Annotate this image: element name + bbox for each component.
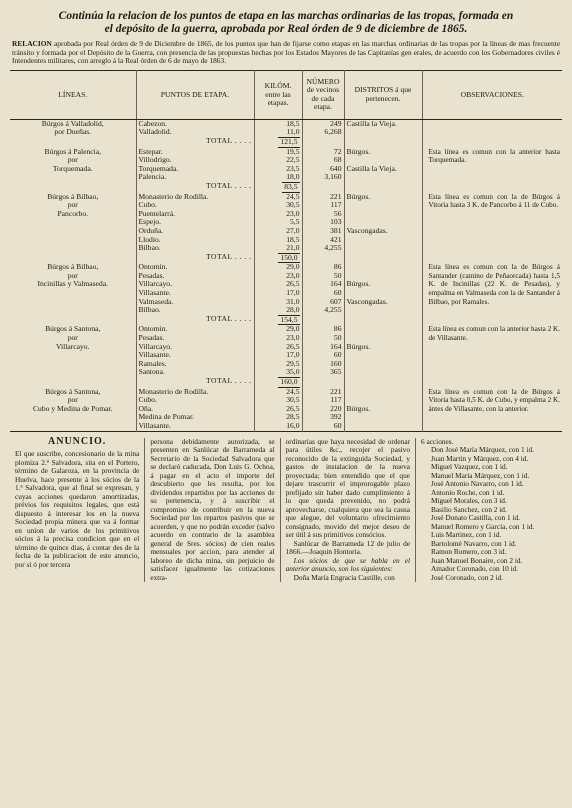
- stage-km: 24,5: [286, 386, 300, 396]
- stage-vecinos-value: 72: [333, 146, 342, 156]
- stage-vecinos-value: 249: [330, 118, 342, 128]
- member-entry: Ramon Romero, con 3 id.: [430, 547, 507, 557]
- stage-vecinos-value: 221: [330, 191, 342, 201]
- stage-vecinos-value: 60: [333, 288, 342, 298]
- stage-km: 22,5: [286, 155, 300, 165]
- stage-km: 26,5: [286, 403, 300, 413]
- district-value: Castilla la Vieja.: [346, 163, 397, 173]
- stage-km: 23,0: [286, 270, 300, 280]
- line-name: [10, 263, 136, 315]
- stage-vecinos-value: 607: [330, 296, 342, 306]
- table-body: [10, 119, 562, 431]
- table-row: [10, 388, 562, 431]
- district-value: Vascongadas.: [346, 225, 388, 235]
- intro-lead: RELACION: [12, 39, 52, 48]
- line-name-part: Torquemada.: [52, 163, 93, 173]
- stage-point: Pesadas.: [138, 270, 165, 280]
- member-entry: Antonio Roche, con 1 id.: [430, 487, 505, 497]
- stage-km: 18,5: [286, 118, 300, 128]
- stage-vecinos-value: 160: [330, 358, 342, 368]
- total-spacer: [10, 137, 136, 148]
- line-name: [10, 325, 136, 377]
- table-row: [10, 325, 562, 377]
- total-value: 121,5: [280, 136, 298, 146]
- stage-points: [136, 388, 254, 431]
- stage-point: Cabezon.: [138, 118, 167, 128]
- header-lineas: LÍNEAS.: [10, 70, 136, 119]
- stage-km: 19,5: [286, 146, 300, 156]
- announcement-column-2: [145, 438, 280, 583]
- line-name-part: Búrgos á Palencia,: [44, 146, 102, 156]
- stage-vecinos-value: 60: [333, 350, 342, 360]
- announcement-text-1: El que suscribe, concesionario de la mina plomiza 2.ª Salvadora, sita en el Portero, término de Galaroza, en la provincia de Huelva, hace presente á los sócios de la 1.ª Salvadora, que al final se expresan, y cuyas acciones quedaron amortizadas, prévios los requisitos legales, que está dispuesto á interesar los en la nueva Sociedad propia minera que va á formar en union de varios de los primitivos sócios á la precisa condicion que en el término de quince dias, á contar des de la fecha de la publicacion de este anuncio, por sí ó por tercera: [15, 449, 140, 569]
- stage-kms: [254, 263, 302, 315]
- stage-km: 27,0: [286, 225, 300, 235]
- stage-point: Espejo.: [138, 217, 162, 227]
- total-spacer: [344, 377, 422, 388]
- district-value: [347, 388, 420, 397]
- stage-km: 17,0: [286, 350, 300, 360]
- stage-vecinos-value: 56: [333, 208, 342, 218]
- member-entry: Luis Martinez, con 1 id.: [430, 530, 502, 540]
- stage-vecinos-value: 117: [330, 395, 342, 405]
- total-row: [10, 182, 562, 193]
- total-spacer: [10, 377, 136, 388]
- line-name: [10, 193, 136, 253]
- title-line-2: el depósito de la guerra, aprobada por Real órden de 9 de diciembre de 1865.: [104, 23, 468, 35]
- table-row: [10, 148, 562, 182]
- district-value: [347, 201, 420, 210]
- member-entry: Amador Coronado, con 10 id.: [430, 564, 519, 574]
- total-label: TOTAL . . . .: [136, 137, 254, 148]
- stage-km: 35,0: [286, 367, 300, 377]
- total-label: TOTAL . . . .: [136, 377, 254, 388]
- announcement-text-3a: ordinarias que haya necesidad de ordenar para útiles &c., recojer el pasivo reconocido de la extinguida Sociedad, y gastos de instalacion de la nueva proyectada; bien entendido que el que dejare trascurrir el improrogable plazo prefijado sin haber dado cumplimiento á lo que queda prevenido, no podrá aprovecharse, cualquiera que sea la causa que alegue, del voluntario ofrecimiento consignado, movido del mejor deseo de ser útil á sus primitivos consócios.: [285, 436, 410, 540]
- line-name-part: Búrgos á Bilbao,: [47, 191, 99, 201]
- stage-km: 26,5: [286, 341, 300, 351]
- stage-point: Bilbao.: [138, 243, 161, 253]
- stage-vecinos: [302, 193, 344, 253]
- stage-point: Estepar.: [138, 146, 163, 156]
- member-entry: Juan Manuel Bonaire, con 2 id.: [430, 555, 523, 565]
- total-spacer: [422, 377, 562, 388]
- stage-point: Ontomin.: [138, 324, 168, 334]
- stage-kms: [254, 325, 302, 377]
- table-row: [10, 193, 562, 253]
- member-entry: Don José María Márquez, con 1 id.: [430, 445, 534, 455]
- member-entry: Manuel María Márquez, con 1 id.: [430, 470, 530, 480]
- stages-table: [10, 70, 562, 432]
- stage-kms: [254, 119, 302, 137]
- stage-vecinos-value: 117: [330, 200, 342, 210]
- district-value: Vascongadas.: [346, 296, 388, 306]
- total-label: TOTAL . . . .: [136, 182, 254, 193]
- member-entry: Miguel Morales, con 3 id.: [430, 496, 507, 506]
- total-label: TOTAL . . . .: [136, 315, 254, 326]
- stage-vecinos-value: 164: [330, 341, 342, 351]
- stage-vecinos-value: 381: [330, 225, 342, 235]
- stage-point: Pesadas.: [138, 333, 165, 343]
- member-entry: José Antonio Navarro, con 1 id.: [430, 479, 524, 489]
- stage-point: Puentelarrá.: [138, 208, 175, 218]
- line-name-part: por: [67, 333, 78, 343]
- stage-vecinos-value: 68: [333, 155, 342, 165]
- total-spacer: [422, 137, 562, 148]
- member-entry: José Coronado, con 2 id.: [430, 572, 504, 582]
- stage-km: 29,0: [286, 262, 300, 272]
- district-value: [347, 210, 420, 219]
- stage-km: 29,0: [286, 324, 300, 334]
- district-value: Búrgos.: [346, 146, 371, 156]
- total-spacer: [302, 377, 344, 388]
- stage-km: 30,5: [286, 395, 300, 405]
- stage-point: Santona.: [138, 367, 165, 377]
- stage-point: Villarcayo.: [138, 341, 172, 351]
- stage-km: 30,5: [286, 200, 300, 210]
- announcement-title: ANUNCIO.: [48, 435, 107, 447]
- stage-km: 21,0: [286, 243, 300, 253]
- district-value: [347, 325, 420, 334]
- stage-vecinos-value: 86: [333, 324, 342, 334]
- stage-point: Monasterio de Rodilla.: [138, 191, 209, 201]
- stage-point: Torquemada.: [138, 163, 179, 173]
- line-name-part: Búrgos á Valladolid,: [41, 118, 104, 128]
- table-header-row: [10, 70, 562, 119]
- stage-point: Cubo.: [138, 200, 157, 210]
- total-label: TOTAL . . . .: [136, 253, 254, 264]
- member-entry: Miguel Vazquez, con 1 id.: [430, 462, 508, 472]
- stage-point: Monasterio de Rodilla.: [138, 386, 209, 396]
- total-spacer: [302, 137, 344, 148]
- member-entry: Basilio Sanchez, con 2 id.: [430, 504, 507, 514]
- line-name-part: Cubo y Medina de Pomar.: [32, 403, 113, 413]
- stage-vecinos-value: 6,268: [324, 127, 342, 137]
- line-name: [10, 119, 136, 137]
- announcement-signature: Sanlúcar de Barrameda 12 de julio de 1866.—Joaquin Hontoria.: [285, 538, 410, 557]
- stage-vecinos-value: 50: [333, 333, 342, 343]
- stage-point: Valladolid.: [138, 127, 172, 137]
- total-row: [10, 137, 562, 148]
- line-name-part: Búrgos á Santona,: [45, 386, 101, 396]
- announcement-text-2: persona debidamente autorizada, se presenten en Sanlúcar de Barrameda al Secretario de la Sociedad Salvadora que se declaró caducada, Don Luis G. Ochoa, á pagar en el acto el importe del descubierto que les resulta, por los dividendos repartidos por las acciones de su pertenencia, y á suscribir el compromiso de contribuir en la nueva Sociedad por los repartos pasivos que se acuerden, y que no podrán exceder (salvo acuerdo en contrario de la asamblea general de Sres. sócios) de cien reales mensuales por accion, para atender al laboreo de dicha mina, sin perjuicio de satisfacer igualmente las cotizaciones extra-: [150, 436, 275, 582]
- stage-points: [136, 119, 254, 137]
- announcement-member-first: Doña María Engracia Castille, con: [293, 572, 395, 582]
- stage-km: 18,0: [286, 172, 300, 182]
- stage-vecinos-value: 421: [330, 234, 342, 244]
- stage-districts: [344, 119, 422, 137]
- total-row: [10, 377, 562, 388]
- total-spacer: [344, 253, 422, 264]
- line-name: [10, 148, 136, 182]
- member-entry: Juan Martin y Márquez, con 4 id.: [430, 453, 529, 463]
- line-name-part: por: [67, 155, 78, 165]
- stage-point: Llodio.: [138, 234, 161, 244]
- district-value: Castilla la Vieja.: [346, 118, 397, 128]
- stage-vecinos-value: 4,255: [324, 305, 342, 315]
- line-name-part: por: [67, 395, 78, 405]
- stage-point: Medina de Pomar.: [138, 412, 194, 422]
- member-entry: Bartolomé Navarro, con 1 id.: [430, 538, 517, 548]
- district-value: Búrgos.: [346, 341, 371, 351]
- observation: Esta línea es comun con la anterior hasta Torquemada.: [428, 147, 560, 165]
- total-spacer: [422, 182, 562, 193]
- header-puntos: PUNTOS DE ETAPA.: [136, 70, 254, 119]
- page-title: [10, 10, 562, 36]
- stage-point: Villasante.: [138, 350, 171, 360]
- stage-districts: [344, 148, 422, 182]
- stage-districts: [344, 388, 422, 431]
- total-value: 154,5: [280, 314, 298, 324]
- stage-km: 29,5: [286, 358, 300, 368]
- announcement-section: [10, 435, 562, 583]
- header-observaciones: OBSERVACIONES.: [422, 70, 562, 119]
- district-value: Búrgos.: [346, 403, 371, 413]
- stage-km: 5,5: [290, 217, 300, 227]
- district-value: [347, 263, 420, 272]
- stage-vecinos: [302, 148, 344, 182]
- total-cell: [254, 182, 302, 193]
- line-name: [10, 388, 136, 431]
- stage-vecinos: [302, 263, 344, 315]
- line-name-part: por: [67, 270, 78, 280]
- stage-districts: [344, 263, 422, 315]
- stage-vecinos-value: 4,255: [324, 243, 342, 253]
- line-name-part: Villarcayo.: [56, 341, 90, 351]
- total-value: 160,0: [280, 377, 298, 386]
- total-spacer: [344, 137, 422, 148]
- stage-km: 28,5: [286, 412, 300, 422]
- total-cell: [254, 137, 302, 148]
- stage-point: Ontomin.: [138, 262, 168, 272]
- stage-point: Villasante.: [138, 288, 171, 298]
- district-value: Búrgos.: [346, 191, 371, 201]
- header-distritos: DISTRITOS á que pertenecen.: [344, 70, 422, 119]
- stage-vecinos-value: 3,160: [324, 172, 342, 182]
- stage-kms: [254, 388, 302, 431]
- total-spacer: [302, 182, 344, 193]
- stage-km: 23,0: [286, 208, 300, 218]
- district-value: Búrgos.: [346, 279, 371, 289]
- stage-point: Villarcayo.: [138, 279, 172, 289]
- stage-km: 24,5: [286, 191, 300, 201]
- stage-km: 28,0: [286, 305, 300, 315]
- stage-vecinos-value: 221: [330, 386, 342, 396]
- stage-points: [136, 263, 254, 315]
- total-spacer: [422, 253, 562, 264]
- observation: Esta línea es comun con la de Búrgos á Vitoria hasta 0,5 K. de Cubo, y empalma 2 K. ántes de Villasante, con la anterior.: [428, 387, 561, 413]
- stage-vecinos: [302, 325, 344, 377]
- stage-km: 23,0: [286, 333, 300, 343]
- stage-point: Palencia.: [138, 172, 167, 182]
- stage-points: [136, 148, 254, 182]
- stage-km: 31,0: [286, 296, 300, 306]
- stage-kms: [254, 148, 302, 182]
- stage-vecinos: [302, 119, 344, 137]
- announcement-column-4: [416, 438, 562, 583]
- line-name-part: por: [67, 200, 78, 210]
- line-name-part: Búrgos á Bilbao,: [47, 262, 99, 272]
- announcement-members-intro: Los sócios de que se habla en el anterior anuncio, son los siguientes:: [285, 555, 410, 574]
- stage-point: Valmaseda.: [138, 296, 174, 306]
- newspaper-page: [10, 8, 562, 792]
- observation: Esta línea es comun con la anterior hasta 2 K. de Villasante.: [428, 325, 560, 343]
- stage-vecinos-value: 103: [330, 217, 342, 227]
- stage-districts: [344, 193, 422, 253]
- observation: Esta línea es comun con la de Búrgos á Santander (camino de Peñaorcada) hasta 1,5 K. de Incinillas (22 K. de Pesadas), y empalma en Valmaseda con la de Santander á Bilbao, por Ramales.: [428, 263, 560, 306]
- stage-vecinos-value: 60: [333, 420, 342, 430]
- member-entry: Manuel Romero y García, con 1 id.: [430, 521, 535, 531]
- stage-points: [136, 325, 254, 377]
- total-cell: [254, 377, 302, 388]
- stage-vecinos-value: 86: [333, 262, 342, 272]
- line-name-part: Pancorbo.: [57, 208, 89, 218]
- stage-km: 26,5: [286, 279, 300, 289]
- title-line-1: Continúa la relacion de los puntos de etapa en las marchas ordinarias de las tropas, formada en: [58, 10, 514, 22]
- stage-point: Villodrigo.: [138, 155, 172, 165]
- total-spacer: [344, 315, 422, 326]
- stage-km: 11,0: [286, 127, 300, 137]
- observation: Esta línea es comun con la de Búrgos á Vitoria hasta 3 K. de Pancorbo á 11 de Cubo.: [428, 192, 560, 210]
- intro-paragraph: [12, 40, 560, 66]
- stage-vecinos-value: 392: [330, 412, 342, 422]
- line-name-part: por Dueñas.: [54, 127, 92, 137]
- total-spacer: [10, 182, 136, 193]
- total-spacer: [344, 182, 422, 193]
- line-name-part: Búrgos á Santona,: [45, 324, 101, 334]
- member-entry: José Donato Castilla, con 1 id.: [430, 513, 520, 523]
- stage-districts: [344, 325, 422, 377]
- table-row: [10, 263, 562, 315]
- stage-point: Oña.: [138, 403, 154, 413]
- stage-vecinos: [302, 388, 344, 431]
- member-entry: 6 acciones.: [420, 436, 454, 446]
- total-spacer: [422, 315, 562, 326]
- stage-km: 17,0: [286, 288, 300, 298]
- stage-point: Bilbao.: [138, 305, 161, 315]
- stage-point: Villasante.: [138, 420, 171, 430]
- observation: [422, 119, 562, 137]
- announcement-column-1: [10, 435, 145, 583]
- stage-km: 18,5: [286, 234, 300, 244]
- header-kilom: KILÓM. entre las etapas.: [254, 70, 302, 119]
- table-row: [10, 119, 562, 137]
- intro-text: aprobada por Real órden de 9 de Diciembre de 1865, de los puntos que han de fijarse como etapas en las marchas ordinarias de las tropas por la líneas de mas frecuente tránsito y formada por el Depósito de la Guerra, con presencia de las propuestas hechas por los Estados Mayores de las Capitanías gen erales, de acuerdo con los Gobernadores civiles é Intendentes militares, con arreglo á la Real órden de 6 de mayo de 1863.: [12, 39, 560, 66]
- stage-vecinos-value: 50: [333, 270, 342, 280]
- stage-km: 16,0: [286, 420, 300, 430]
- header-vecinos: NÚMERO de vecinos de cada etapa.: [302, 70, 344, 119]
- total-value: 150,0: [280, 252, 298, 262]
- stage-point: Cubo.: [138, 395, 157, 405]
- announcement-column-3: [281, 438, 416, 583]
- stage-vecinos-value: 164: [330, 279, 342, 289]
- stage-km: 23,5: [286, 163, 300, 173]
- stage-point: Ramales.: [138, 358, 167, 368]
- stage-points: [136, 193, 254, 253]
- stage-kms: [254, 193, 302, 253]
- stage-point: Orduña.: [138, 225, 164, 235]
- total-value: 83,5: [284, 181, 298, 191]
- stage-vecinos-value: 220: [330, 403, 342, 413]
- stage-vecinos-value: 640: [330, 163, 342, 173]
- stage-vecinos-value: 365: [330, 367, 342, 377]
- line-name-part: Incinillas y Valmaseda.: [37, 279, 108, 289]
